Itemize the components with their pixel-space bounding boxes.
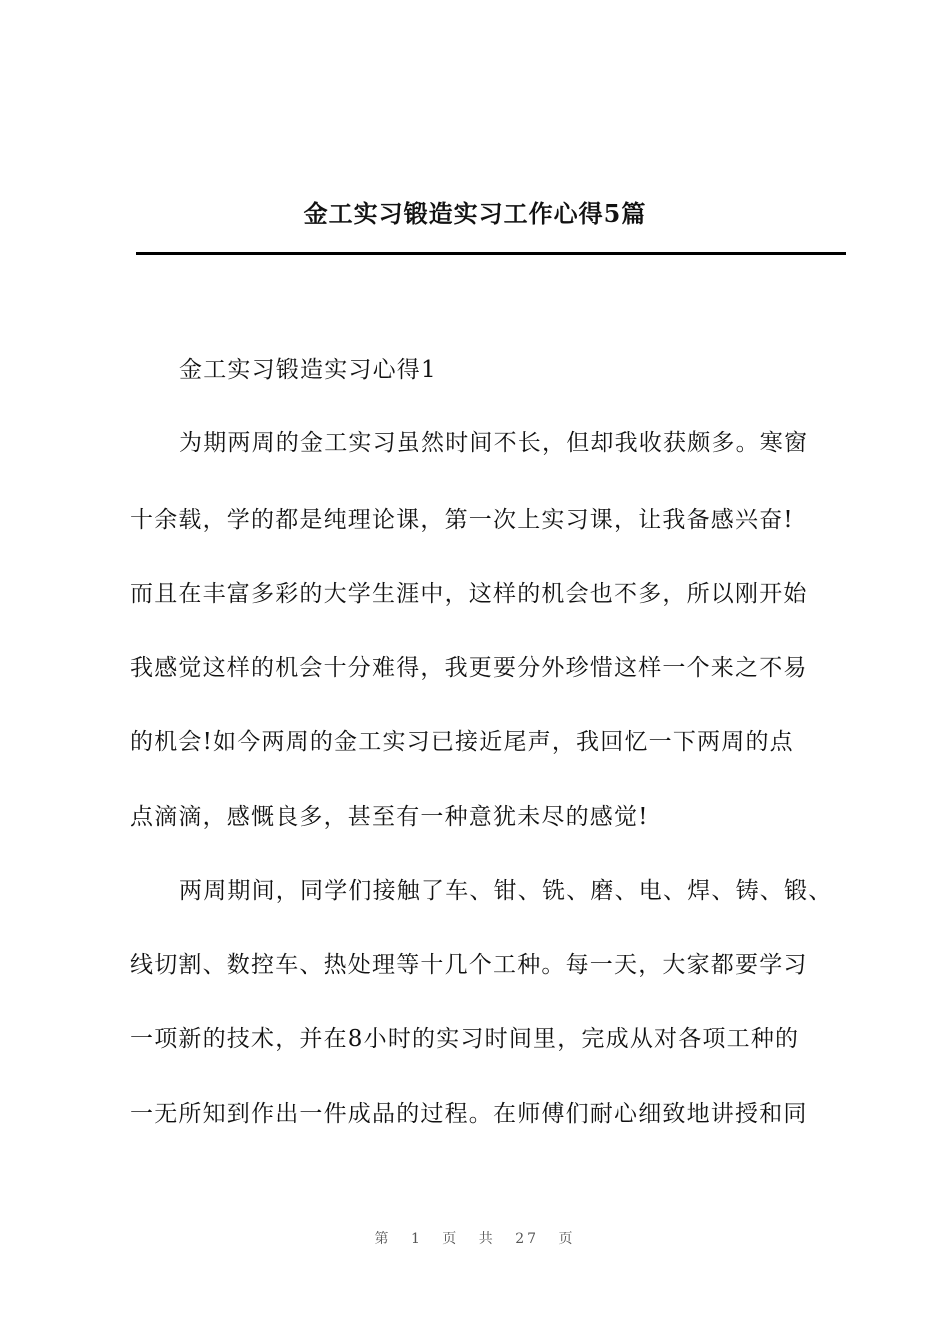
paragraph-line: 为期两周的金工实习虽然时间不长，但却我收获颇多。寒窗 [179,430,809,456]
title-underline [136,252,846,255]
page-number-footer: 第 1 页 共 27 页 [374,1231,576,1247]
paragraph-line: 线切割、数控车、热处理等十几个工种。每一天，大家都要学习 [130,952,808,978]
section-heading: 金工实习锻造实习心得1 [179,357,437,383]
document-title: 金工实习锻造实习工作心得5篇 [303,199,647,228]
paragraph-line: 的机会!如今两周的金工实习已接近尾声，我回忆一下两周的点 [130,729,794,755]
paragraph-line: 一项新的技术，并在8小时的实习时间里，完成从对各项工种的 [130,1026,800,1052]
paragraph-line: 而且在丰富多彩的大学生涯中，这样的机会也不多，所以刚开始 [130,581,808,607]
paragraph-line: 十余载，学的都是纯理论课，第一次上实习课，让我备感兴奋! [130,507,794,533]
paragraph-line: 两周期间，同学们接触了车、钳、铣、磨、电、焊、铸、锻、 [179,878,833,904]
paragraph-line: 我感觉这样的机会十分难得，我更要分外珍惜这样一个来之不易 [130,655,808,681]
paragraph-line: 一无所知到作出一件成品的过程。在师傅们耐心细致地讲授和同 [130,1101,808,1127]
paragraph-line: 点滴滴，感慨良多，甚至有一种意犹未尽的感觉! [130,804,649,830]
